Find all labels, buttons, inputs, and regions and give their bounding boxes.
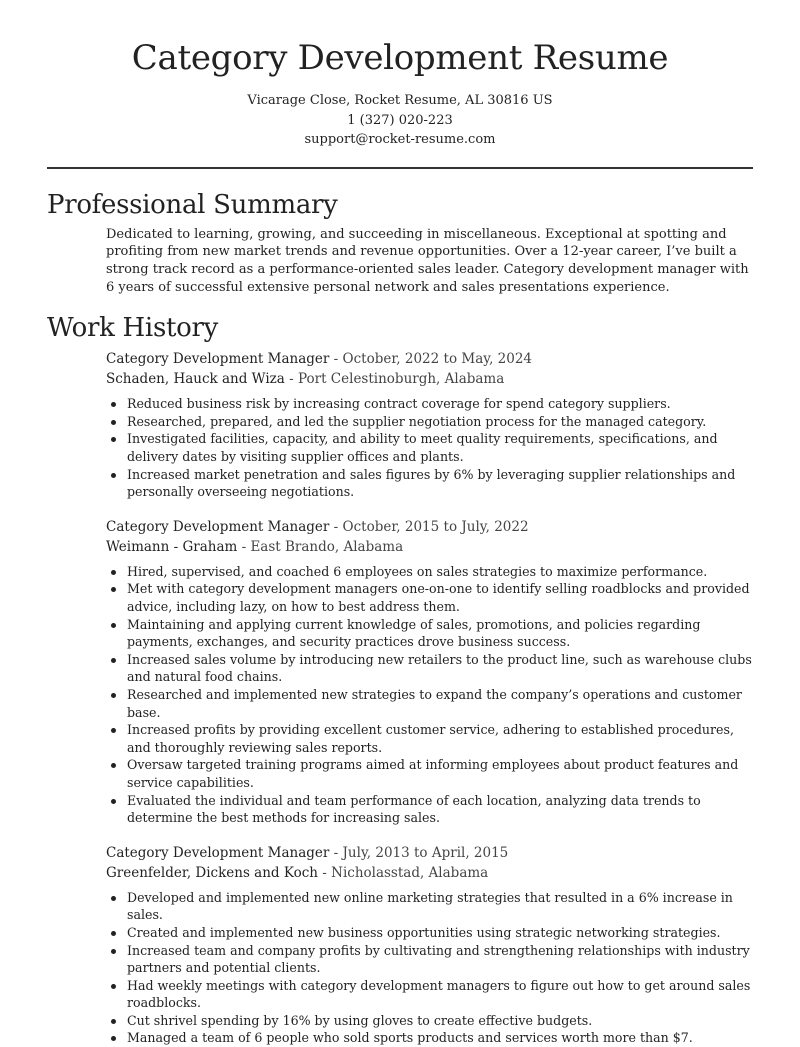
job-bullet: Investigated facilities, capacity, and ability to meet quality requirements, specifications, and delivery dates by visiting supplier offices and plants. [106,430,753,465]
job-bullet: Increased profits by providing excellent customer service, adhering to established procedures, and thoroughly reviewing sales reports. [106,721,753,756]
job-bullet: Researched, prepared, and led the supplier negotiation process for the managed category. [106,413,753,431]
job-company-line [106,369,753,389]
job-bullet: Cut shrivel spending by 16% by using gloves to create effective budgets. [106,1012,753,1030]
job-separator: - [284,371,298,388]
header-divider [47,167,753,169]
job-dates: October, 2015 to July, 2022 [342,518,529,535]
summary-text: Dedicated to learning, growing, and succeeding in miscellaneous. Exceptional at spotting and profiting from new market trends and revenue opportunities. Over a 12-year career, I’ve built a strong track record as a performance-oriented sales leader. Category development manager with 6 years of successful extensive personal network and sales presentations experience. [106,226,749,295]
job-bullet: Maintaining and applying current knowledge of sales, promotions, and policies regarding payments, exchanges, and security practices drove business success. [106,616,753,651]
job-bullet: Evaluated the individual and team performance of each location, analyzing data trends to determine the best methods for increasing sales. [106,792,753,827]
resume-header [0,0,800,150]
job-dates: October, 2022 to May, 2024 [342,351,533,368]
job-separator: - [329,351,343,368]
contact-phone: 1 (327) 020-223 [347,112,453,128]
job-company-line [106,537,753,557]
job-bullet: Increased team and company profits by cultivating and strengthening relationships with industry partners and potential clients. [106,942,753,977]
work-history-section [0,311,800,1047]
job-bullet: Increased market penetration and sales figures by 6% by leveraging supplier relationships and personally overseeing negotiations. [106,466,753,501]
job-bullet: Increased sales volume by introducing new retailers to the product line, such as warehouse clubs and natural food chains. [106,651,753,686]
job-bullet: Hired, supervised, and coached 6 employees on sales strategies to maximize performance. [106,563,753,581]
job-separator: - [329,844,343,861]
job-company: Greenfelder, Dickens and Koch [106,864,318,881]
job-bullet-list [106,563,753,827]
job-separator: - [329,518,343,535]
job-title-line [106,349,753,369]
summary-section [0,188,800,296]
job-title: Category Development Manager [106,351,330,368]
job-bullet: Reduced business risk by increasing contract coverage for spend category suppliers. [106,395,753,413]
job-bullet: Researched and implemented new strategies to expand the company’s operations and customer base. [106,686,753,721]
job-bullet: Developed and implemented new online marketing strategies that resulted in a 6% increase in sales. [106,889,753,924]
job-bullet: Created and implemented new business opportunities using strategic networking strategies. [106,924,753,942]
job-entry [106,843,753,1047]
job-bullet: Met with category development managers one-on-one to identify selling roadblocks and provided advice, including lazy, on how to best address them. [106,580,753,615]
summary-heading: Professional Summary [47,189,338,220]
job-title-line [106,517,753,537]
job-company: Weimann - Graham [106,538,238,555]
job-title: Category Development Manager [106,844,330,861]
job-dates: July, 2013 to April, 2015 [342,844,509,861]
job-separator: - [237,538,251,555]
job-bullet-list [106,395,753,501]
job-company: Schaden, Hauck and Wiza [106,371,285,388]
job-bullet: Had weekly meetings with category development managers to figure out how to get around sales roadblocks. [106,977,753,1012]
job-location: Nicholasstad, Alabama [331,864,489,881]
job-entry [106,517,753,827]
job-title: Category Development Manager [106,518,330,535]
work-history-heading: Work History [47,313,219,344]
job-bullet: Managed a team of 6 people who sold sports products and services worth more than $7. [106,1029,753,1047]
contact-address: Vicarage Close, Rocket Resume, AL 30816 US [247,93,553,109]
job-title-line [106,843,753,863]
job-entry [106,349,753,501]
contact-email: support@rocket-resume.com [304,132,496,148]
job-separator: - [317,864,332,881]
job-location: Port Celestinoburgh, Alabama [297,371,505,388]
resume-name: Category Development Resume [131,38,669,78]
job-location: East Brando, Alabama [250,538,404,555]
job-bullet: Oversaw targeted training programs aimed at informing employees about product features and service capabilities. [106,756,753,791]
job-bullet-list [106,889,753,1047]
job-company-line [106,863,753,883]
